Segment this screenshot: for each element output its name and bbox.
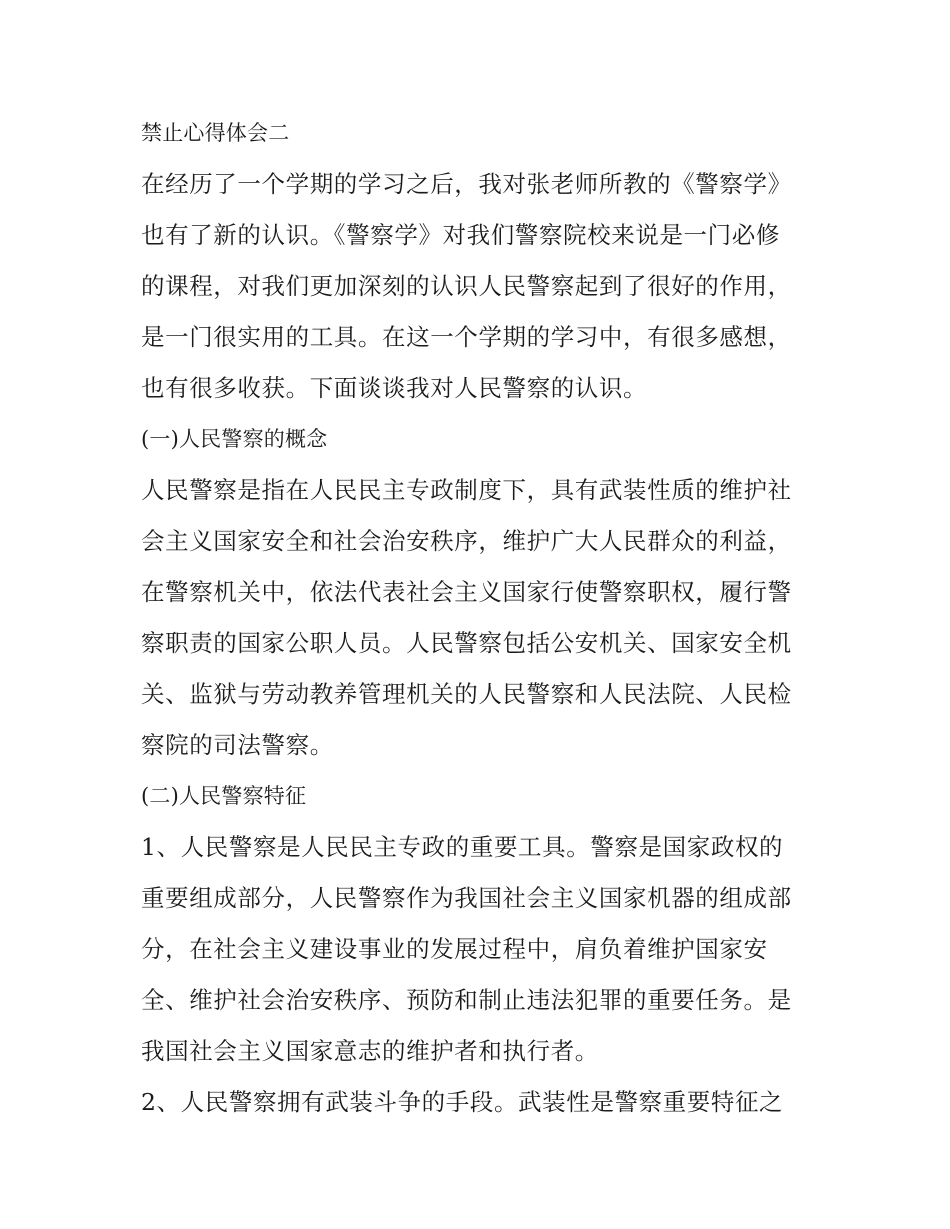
text-line: 2、人民警察拥有武装斗争的手段。武装性是警察重要特征之 — [141, 1088, 784, 1116]
text-line: 会主义国家安全和社会治安秩序，维护广大人民群众的利益， — [141, 527, 792, 555]
section-heading: (二)人民警察特征 — [141, 784, 307, 808]
text-line: 察院的司法警察。 — [141, 731, 334, 759]
text-line: 也有了新的认识。《警察学》对我们警察院校来说是一门必修 — [141, 221, 780, 249]
text-line: 也有很多收获。下面谈谈我对人民警察的认识。 — [141, 374, 648, 402]
text-line: 关、监狱与劳动教养管理机关的人民警察和人民法院、人民检 — [141, 680, 792, 708]
text-line: 在警察机关中，依法代表社会主义国家行使警察职权，履行警 — [141, 578, 792, 606]
text-line: 我国社会主义国家意志的维护者和执行者。 — [141, 1037, 599, 1065]
text-line: 重要组成部分，人民警察作为我国社会主义国家机器的组成部 — [141, 884, 792, 912]
text-line: 1、人民警察是人民民主专政的重要工具。警察是国家政权的 — [141, 833, 784, 861]
text-line: 的课程，对我们更加深刻的认识人民警察起到了很好的作用， — [141, 272, 792, 300]
section-heading: (一)人民警察的概念 — [141, 427, 328, 451]
text-line: 全、维护社会治安秩序、预防和制止违法犯罪的重要任务。是 — [141, 986, 792, 1014]
document-body — [141, 108, 813, 1128]
text-line: 人民警察是指在人民民主专政制度下，具有武装性质的维护社 — [141, 476, 792, 504]
text-line: 分，在社会主义建设事业的发展过程中，肩负着维护国家安 — [141, 935, 768, 963]
text-line: 在经历了一个学期的学习之后，我对张老师所教的《警察学》 — [141, 170, 792, 198]
text-line: 是一门很实用的工具。在这一个学期的学习中，有很多感想， — [141, 323, 792, 351]
document-title: 禁止心得体会二 — [141, 121, 290, 145]
text-line: 察职责的国家公职人员。人民警察包括公安机关、国家安全机 — [141, 629, 792, 657]
